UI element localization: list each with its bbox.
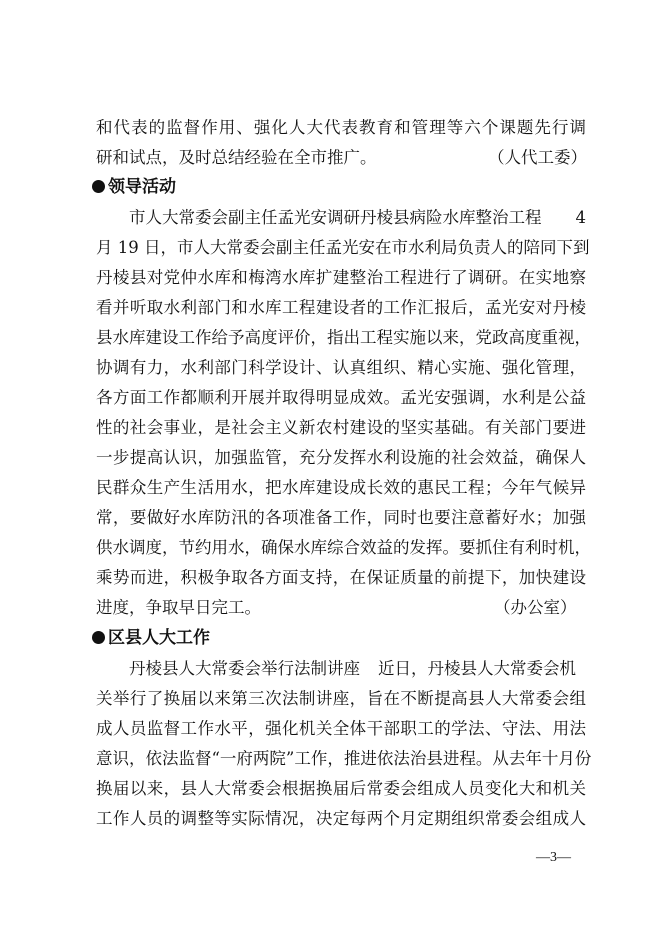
- section-heading: [92, 173, 176, 201]
- section-heading: [92, 624, 210, 652]
- line: 进度，争取早日完工。: [96, 598, 261, 617]
- line: 县水库建设工作给予高度评价，指出工程实施以来，党政高度重视，: [96, 328, 591, 347]
- line: 常，要做好水库防汛的各项准备工作，同时也要注意蓄好水；加强: [96, 508, 586, 527]
- line: 换届以来，县人大常委会根据换届后常委会组成人员变化大和机关: [96, 779, 586, 798]
- line: 成人员监督工作水平，强化机关全体干部职工的学法、守法、用法: [96, 719, 586, 738]
- line: 月 19 日，市人大常委会副主任孟光安在市水利局负责人的陪同下到: [96, 238, 590, 257]
- line: 意识，依法监督“一府两院”工作，推进依法治县进程。从去年十月份: [96, 749, 592, 768]
- line: 民群众生产生活用水，把水库建设成长效的惠民工程；今年气候异: [96, 478, 586, 497]
- line: 一步提高认识，加强监管，充分发挥水利设施的社会效益，确保人: [96, 448, 586, 467]
- line: 性的社会事业，是社会主义新农村建设的坚实基础。有关部门要进: [96, 418, 586, 437]
- line: 供水调度，节约用水，确保水库综合效益的发挥。要抓住有利时机，: [96, 538, 591, 557]
- line: 丹棱县对党仲水库和梅湾水库扩建整治工程进行了调研。在实地察: [96, 268, 586, 287]
- article-title: 市人大常委会副主任孟光安调研丹棱县病险水库整治工程: [129, 208, 542, 227]
- line: 协调有力，水利部门科学设计、认真组织、精心实施、强化管理，: [96, 358, 586, 377]
- heading-text: 领导活动: [108, 177, 176, 197]
- article-title-line: [96, 203, 586, 233]
- date-fragment: 4: [575, 208, 586, 227]
- article-title-line: [96, 654, 586, 684]
- line: 看并听取水利部门和水库工程建设者的工作汇报后，孟光安对丹棱: [96, 298, 586, 317]
- line: 乘势而进，积极争取各方面支持，在保证质量的前提下，加快建设: [96, 568, 586, 587]
- line: 各方面工作都顺利开展并取得明显成效。孟光安强调，水利是公益: [96, 388, 586, 407]
- attribution: （办公室）: [494, 598, 577, 617]
- attribution: （人代工委）: [488, 148, 587, 167]
- line: 关举行了换届以来第三次法制讲座，旨在不断提高县人大常委会组: [96, 689, 586, 708]
- line: 工作人员的调整等实际情况，决定每两个月定期组织常委会组成人: [96, 809, 586, 828]
- article-title: 丹棱县人大常委会举行法制讲座: [129, 659, 360, 678]
- heading-text: 区县人大工作: [108, 628, 210, 648]
- line: 近日，丹棱县人大常委会机: [378, 659, 576, 678]
- bullet-icon: [92, 631, 105, 644]
- line: 研和试点，及时总结经验在全市推广。: [96, 148, 377, 167]
- bullet-icon: [92, 180, 105, 193]
- page-number: —3—: [536, 850, 571, 865]
- line: 和代表的监督作用、强化人大代表教育和管理等六个课题先行调: [96, 118, 586, 137]
